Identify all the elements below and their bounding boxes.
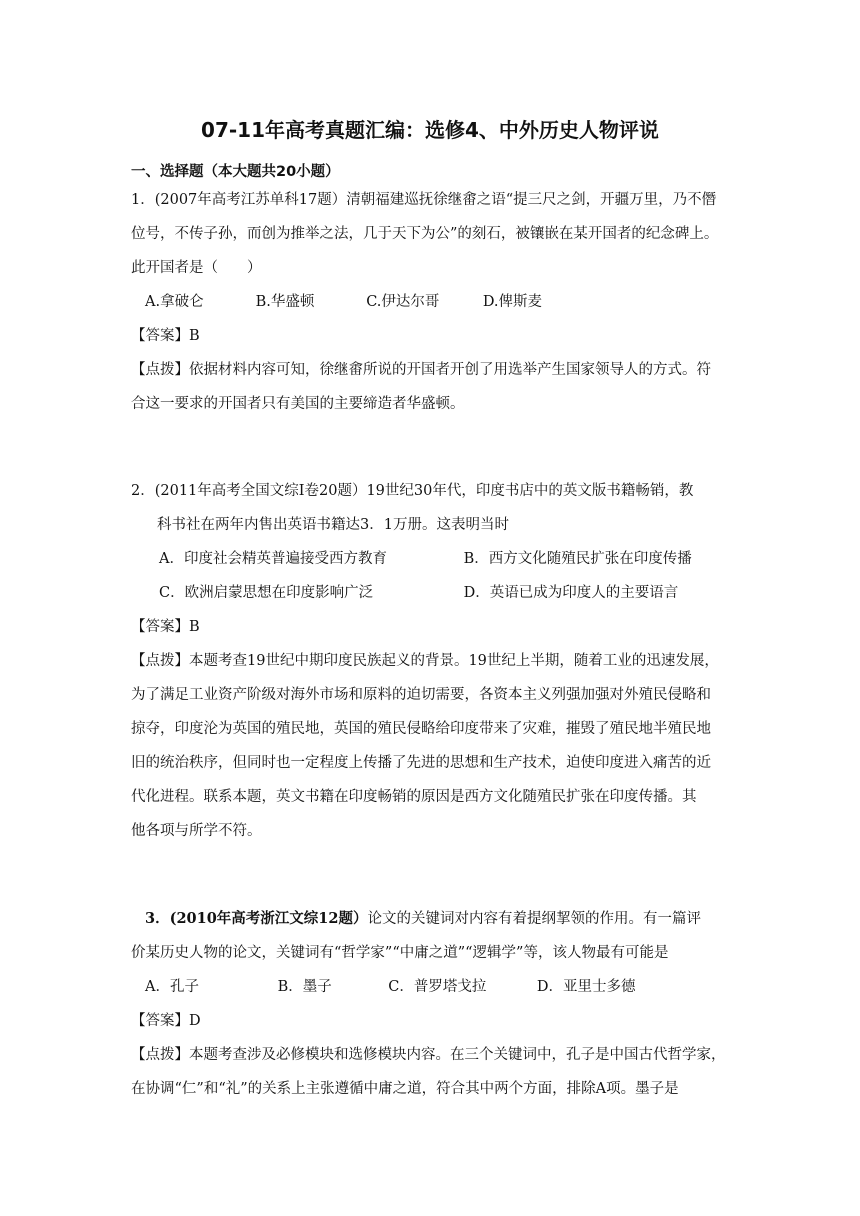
option-b: B.华盛顿 [255,294,315,310]
question-text: 论文的关键词对内容有着提纲挈领的作用。有一篇评 [367,911,701,927]
analysis-line: 旧的统治秩序，但同时也一定程度上传播了先进的思想和生产技术，迫使印度进入痛苦的近 [131,755,711,771]
options-row [131,285,731,319]
analysis-line: 代化进程。联系本题，英文书籍在印度畅销的原因是西方文化随殖民扩张在印度传播。其 [131,789,697,805]
answer: 【答案】B [131,328,200,344]
option-c: C．普罗塔戈拉 [388,979,487,995]
options-row [131,542,731,576]
analysis-line: 【点拨】依据材料内容可知，徐继畬所说的开国者开创了用选举产生国家领导人的方式。符 [131,362,711,378]
analysis-line: 掠夺，印度沦为英国的殖民地，英国的殖民侵略给印度带来了灾难，摧毁了殖民地半殖民地 [131,721,711,737]
option-a: A.拿破仑 [145,294,204,310]
question-text-line: 科书社在两年内售出英语书籍达3．1万册。这表明当时 [157,517,509,533]
analysis-line: 合这一要求的开国者只有美国的主要缔造者华盛顿。 [131,396,465,412]
option-b: B．西方文化随殖民扩张在印度传播 [463,551,692,567]
question-text-line: 此开国者是（ ） [131,260,262,276]
question-3 [131,902,731,1106]
option-d: D．英语已成为印度人的主要语言 [463,585,679,601]
answer: 【答案】B [131,619,200,635]
question-heading: 3．(2010年高考浙江文综12题） [145,910,368,927]
answer: 【答案】D [131,1013,201,1029]
analysis-line: 在协调“仁”和“礼”的关系上主张遵循中庸之道，符合其中两个方面，排除A项。墨子是 [131,1081,679,1097]
option-a: A．孔子 [145,979,199,995]
page-title: 07-11年高考真题汇编：选修4、中外历史人物评说 [201,118,659,142]
options-row [131,576,731,610]
option-c: C.伊达尔哥 [366,294,440,310]
analysis-line: 为了满足工业资产阶级对海外市场和原料的迫切需要，各资本主义列强加强对外殖民侵略和 [131,687,711,703]
option-d: D.俾斯麦 [482,294,543,310]
option-b: B．墨子 [277,979,332,995]
options-row [131,970,731,1004]
analysis-line: 他各项与所学不符。 [131,823,262,839]
analysis-line: 【点拨】本题考查19世纪中期印度民族起义的背景。19世纪上半期，随着工业的迅速发展， [131,653,719,669]
question-text-line: 1．(2007年高考江苏单科17题）清朝福建巡抚徐继畬之语“提三尺之剑，开疆万里，乃不僭 [131,192,717,208]
question-text-line: 位号，不传子孙，而创为推举之法，几于天下为公”的刻石，被镶嵌在某开国者的纪念碑上。 [131,226,719,242]
question-text-line: 2．(2011年高考全国文综Ⅰ卷20题）19世纪30年代，印度书店中的英文版书籍畅销，教 [131,483,694,499]
question-text-line [131,902,731,936]
analysis-line: 【点拨】本题考查涉及必修模块和选修模块内容。在三个关键词中，孔子是中国古代哲学家， [131,1047,726,1063]
option-a: A．印度社会精英普遍接受西方教育 [159,551,387,567]
section-heading: 一、选择题（本大题共20小题） [131,164,340,180]
question-text-line: 价某历史人物的论文，关键词有“哲学家”“中庸之道”“逻辑学”等，该人物最有可能是 [131,945,669,961]
question-1 [131,183,731,421]
question-2 [131,474,731,848]
option-c: C．欧洲启蒙思想在印度影响广泛 [159,585,374,601]
option-d: D．亚里士多德 [536,979,636,995]
